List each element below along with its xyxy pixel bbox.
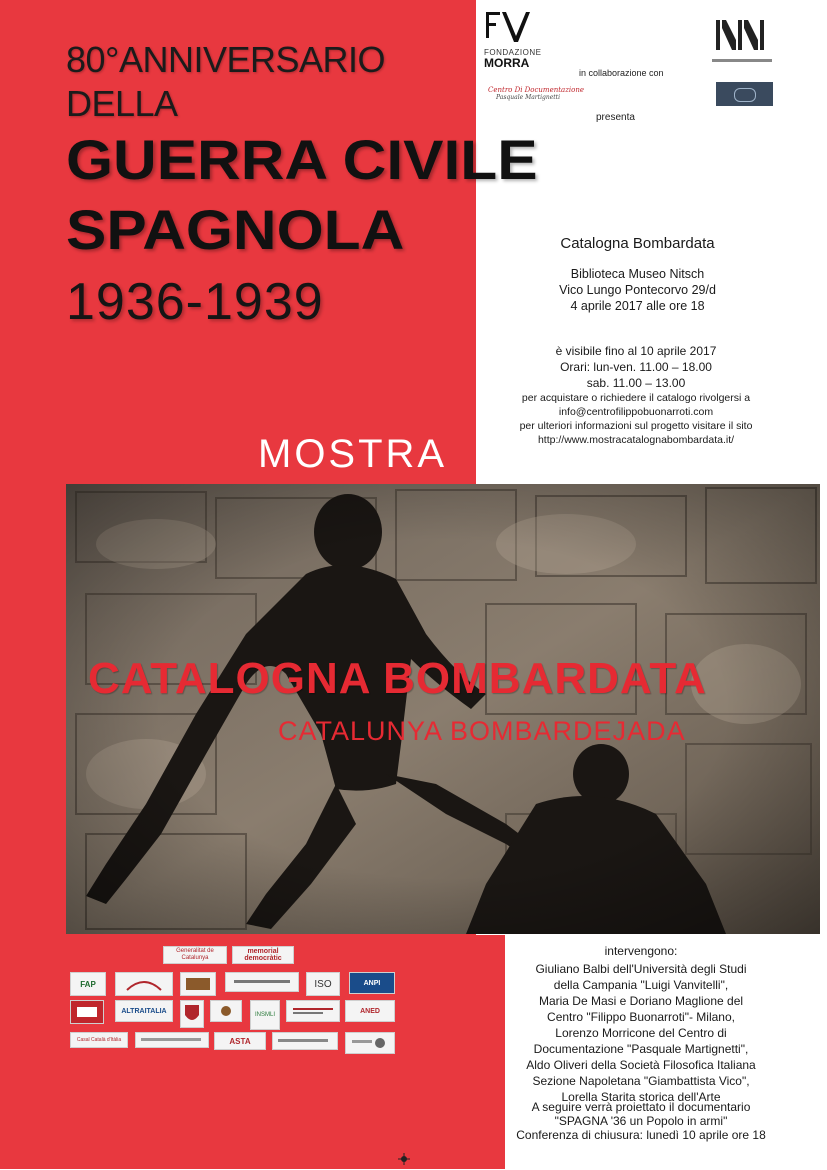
event-email-link[interactable]: info@centrofilippobuonarroti.com (558, 406, 714, 418)
book-icon (183, 975, 213, 993)
fap-logo: FAP (70, 972, 106, 996)
event-visible-until: è visibile fino al 10 aprile 2017 (555, 344, 717, 358)
aned-logo: ANED (345, 1000, 395, 1022)
speaker-line: Giuliano Balbi dell'Università degli Studi (535, 962, 747, 976)
anpi-logo: ANPI (349, 972, 395, 994)
closing-line: "SPAGNA '36 un Popolo in armi" (554, 1114, 728, 1128)
event-url-link[interactable]: http://www.mostracatalognabombardata.it/ (537, 434, 735, 446)
text-banner-icon (230, 976, 294, 988)
photo-title: CATALOGNA BOMBARDATA (88, 654, 707, 703)
speaker-line: Maria De Masi e Doriano Maglione del (538, 994, 744, 1008)
red-lower-panel (0, 935, 505, 1169)
sponsor-logo-6 (210, 1000, 242, 1022)
event-hours-block (503, 343, 769, 391)
sfi-emblem-icon (734, 88, 756, 102)
museo-caption-line (712, 59, 772, 62)
morra-text: MORRA (484, 56, 530, 70)
speaker-line: Documentazione "Pasquale Martignetti", (533, 1042, 749, 1056)
event-title: Catalogna Bombardata (560, 235, 715, 252)
registration-mark-icon (398, 1152, 410, 1164)
fondazione-morra-logo (484, 10, 542, 70)
speaker-line: Centro "Filippo Buonarroti"- Milano, (547, 1010, 735, 1024)
centro-documentazione-logo (488, 86, 585, 101)
event-info-block (510, 234, 765, 254)
sponsor-logo-4 (225, 972, 299, 992)
heading-spagnola: SPAGNOLA (66, 198, 405, 261)
heading-years: 1936-1939 (66, 273, 324, 331)
speakers-heading: intervengono: (604, 944, 678, 958)
centro-doc-text: Centro Di Documentazione (488, 86, 585, 94)
sponsor-logo-3 (180, 972, 216, 996)
sponsor-logo-8 (135, 1032, 209, 1048)
sponsor-logo-crest (180, 1000, 204, 1028)
heading-della: DELLA (66, 83, 178, 124)
event-hours-saturday: sab. 11.00 – 13.00 (586, 376, 686, 390)
flag-icon (75, 1005, 99, 1019)
fondazione-text: FONDAZIONE (484, 48, 542, 57)
heading-guerra-civile: GUERRA CIVILE (66, 128, 538, 191)
closing-line: Conferenza di chiusura: lunedì 10 aprile ore 18 (516, 1128, 766, 1142)
museo-monogram-icon (712, 18, 772, 52)
fv-monogram-icon (484, 10, 534, 44)
generalitat-logo: Generalitat de Catalunya (163, 946, 227, 964)
museo-logo (712, 18, 774, 60)
speaker-line: Sezione Napoletana "Giambattista Vico", (532, 1074, 750, 1088)
sponsor-logo-2 (115, 972, 173, 996)
speaker-line: Lorenzo Morricone del Centro di (555, 1026, 727, 1040)
event-hours-weekdays: Orari: lun-ven. 11.00 – 18.00 (560, 360, 712, 374)
text-banner-icon-3 (139, 1035, 205, 1045)
altraitalia-logo: ALTRAITALIA (115, 1000, 173, 1022)
event-catalog-text: per acquistare o richiedere il catalogo rivolgersi a (521, 392, 751, 404)
sponsor-logo-fiap (70, 1000, 104, 1024)
centro-doc-sub-text: Pasquale Martignetti (496, 94, 560, 101)
sponsor-logo-7 (286, 1000, 340, 1022)
crest-icon (183, 1003, 201, 1025)
text-banner-icon-4 (276, 1035, 334, 1047)
event-date: 4 aprile 2017 alle ore 18 (570, 299, 705, 313)
event-info-text: per ulteriori informazioni sul progetto visitare il sito (519, 420, 753, 432)
closing-block (510, 1100, 772, 1142)
sponsor-logo-10 (345, 1032, 395, 1054)
mostra-label: MOSTRA (258, 432, 448, 476)
arch-icon (119, 976, 169, 992)
memorial-logo: memorial democràtic (232, 946, 294, 964)
sfi-logo (716, 82, 773, 106)
emblem-icon (213, 1004, 239, 1018)
iso-logo: ISO (306, 972, 340, 996)
asta-logo: ASTA (214, 1032, 266, 1050)
portrait-icon (348, 1035, 392, 1051)
collaboration-text: in collaborazione con (579, 68, 664, 78)
event-venue-block (510, 266, 765, 314)
text-banner-icon-2 (290, 1005, 336, 1017)
closing-line: A seguire verrà proiettato il documentario (531, 1100, 751, 1114)
heading-anniversary: 80°ANNIVERSARIO (66, 39, 385, 80)
exhibition-photo (66, 484, 820, 934)
sponsor-logo-9 (272, 1032, 338, 1050)
shadow-wall-image (66, 484, 820, 934)
event-contact-block (503, 391, 769, 447)
casa-catala-logo: Casal Català d'Itàlia (70, 1032, 128, 1048)
event-venue: Biblioteca Museo Nitsch (570, 267, 705, 281)
photo-subtitle: CATALUNYA BOMBARDEJADA (278, 716, 686, 746)
speaker-line: della Campania "Luigi Vanvitelli", (553, 978, 729, 992)
speakers-block (510, 943, 772, 1105)
presenta-text: presenta (596, 112, 635, 123)
speaker-line: Lorella Starita storica dell'Arte (561, 1090, 721, 1104)
event-address: Vico Lungo Pontecorvo 29/d (559, 283, 716, 297)
insmli-logo: INSMLI (250, 1000, 280, 1030)
speaker-line: Aldo Oliveri della Società Filosofica Italiana (526, 1058, 756, 1072)
